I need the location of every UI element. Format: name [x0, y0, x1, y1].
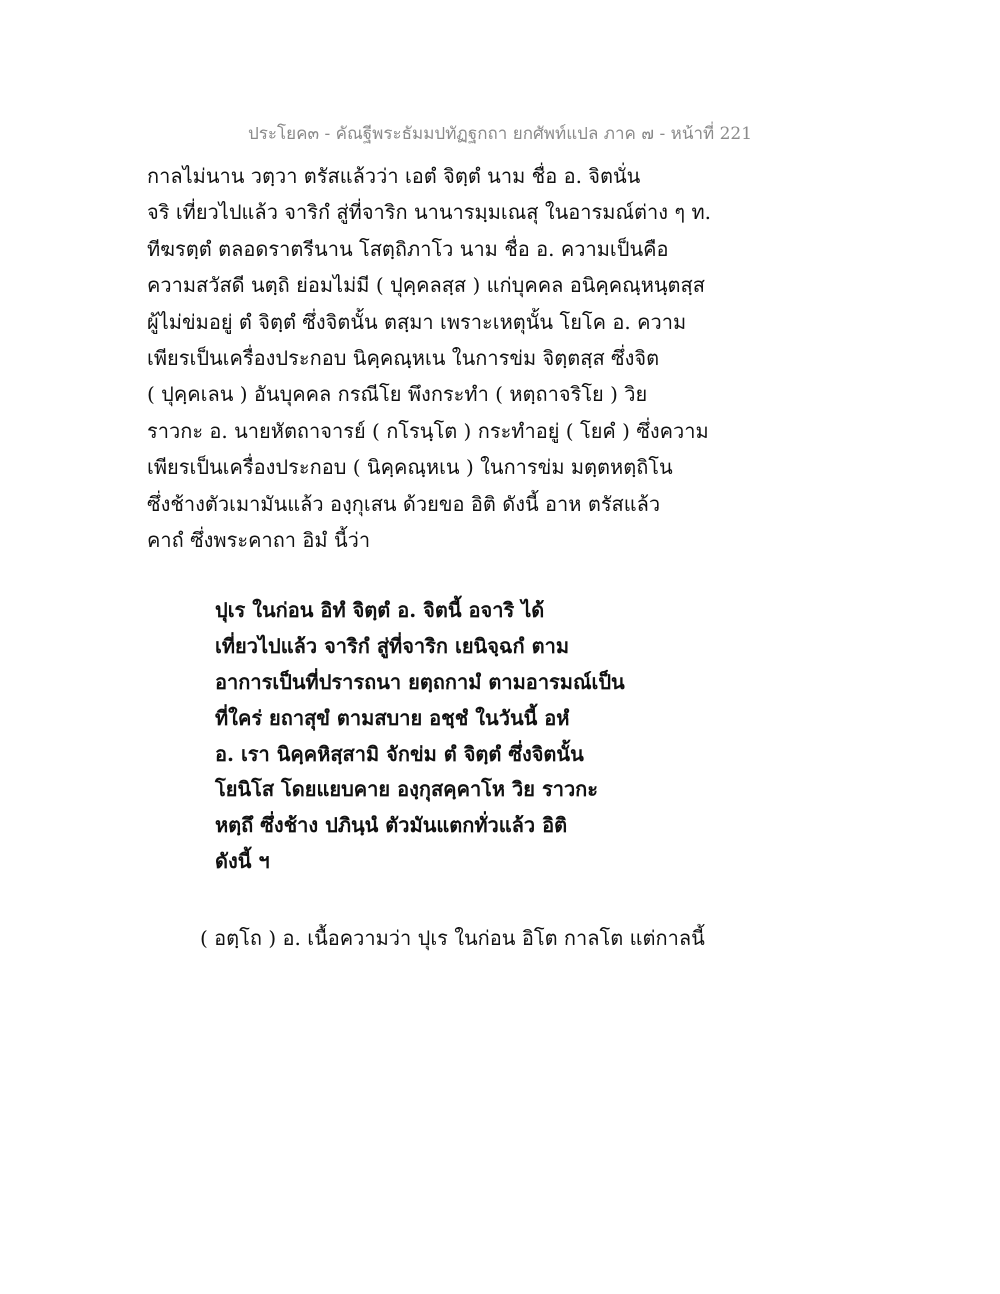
text-line: ซึ่งช้างตัวเมามันแล้ว องฺกุเสน ด้วยขอ อิติ ดังนี้ อาห ตรัสแล้ว	[147, 491, 661, 516]
text-line: เพียรเป็นเครื่องประกอบ ( นิคฺคณฺหเน ) ในการข่ม มตฺตหตฺถิโน	[147, 455, 673, 480]
verse-line: อาการเป็นที่ปรารถนา ยตฺถกามํ ตามอารมณ์เป็น	[215, 669, 625, 694]
verse-block	[215, 593, 735, 880]
text-line: เพียรเป็นเครื่องประกอบ นิคฺคณฺหเน ในการข่ม จิตฺตสฺส ซึ่งจิต	[147, 345, 660, 370]
body-paragraph	[147, 158, 747, 558]
text-line: ความสวัสดี นตฺถิ ย่อมไม่มี ( ปุคฺคลสฺส ) แก่บุคคล อนิคฺคณฺหนฺตสฺส	[147, 273, 705, 298]
verse-line: ที่ใคร่ ยถาสุขํ ตามสบาย อชฺชํ ในวันนี้ อหํ	[215, 705, 570, 730]
text-line: ราวกะ อ. นายหัตถาจารย์ ( กโรนฺโต ) กระทำอยู่ ( โยคํ ) ซึ่งความ	[147, 418, 709, 443]
verse-line: ดังนี้ ฯ	[215, 849, 270, 874]
verse-line: หตฺถึ ซึ่งช้าง ปภินฺนํ ตัวมันแตกทั่วแล้ว อิติ	[215, 813, 568, 838]
verse-line: โยนิโส โดยแยบคาย องฺกุสคฺคาโห วิย ราวกะ	[215, 777, 599, 802]
verse-line: ปุเร ในก่อน อิทํ จิตฺตํ อ. จิตนี้ อจาริ ได้	[215, 598, 545, 622]
page-header: ประโยค๓ - คัณฐีพระธัมมปทัฏฐกถา ยกศัพท์แปล ภาค ๗ - หน้าที่ 221	[247, 124, 753, 144]
verse-line: เที่ยวไปแล้ว จาริกํ สู่ที่จาริก เยนิจฺฉกํ ตาม	[215, 633, 570, 658]
closing-line: ( อตฺโถ ) อ. เนื้อความว่า ปุเร ในก่อน อิโต กาลโต แต่กาลนี้	[200, 926, 705, 950]
verse-line: อ. เรา นิคฺคหิสฺสามิ จักข่ม ตํ จิตฺตํ ซึ่งจิตนั้น	[215, 741, 584, 766]
text-line: ผู้ไม่ข่มอยู่ ตํ จิตฺตํ ซึ่งจิตนั้น ตสฺมา เพราะเหตุนั้น โยโค อ. ความ	[147, 309, 687, 334]
text-line: ทีฆรตฺตํ ตลอดราตรีนาน โสตฺถิภาโว นาม ชื่อ อ. ความเป็นคือ	[147, 236, 669, 261]
text-line: ( ปุคฺคเลน ) อันบุคคล กรณีโย พึงกระทำ ( หตฺถาจริโย ) วิย	[147, 382, 648, 407]
text-line: คาถํ ซึ่งพระคาถา อิมํ นี้ว่า	[147, 527, 371, 552]
text-line: จริ เที่ยวไปแล้ว จาริกํ สู่ที่จาริก นานารมฺมเณสุ ในอารมณ์ต่าง ๆ ท.	[147, 200, 711, 225]
text-line: กาลไม่นาน วตฺวา ตรัสแล้วว่า เอตํ จิตฺตํ นาม ชื่อ อ. จิตนั่น	[147, 164, 641, 188]
